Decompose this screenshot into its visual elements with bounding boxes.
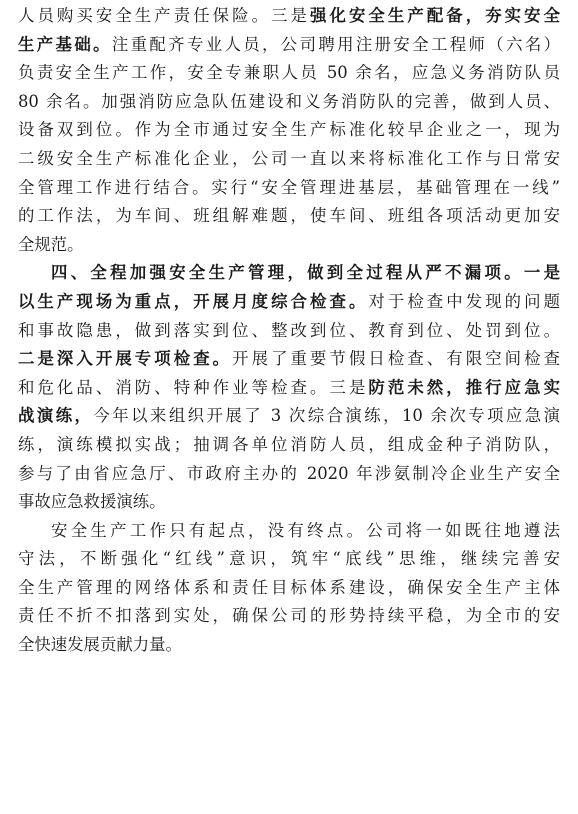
text-line <box>18 345 560 374</box>
text-run: 守法，不断强化“红线”意识，筑牢“底线”思维，继续完善安 <box>18 549 560 569</box>
text-run: 设备双到位。作为全市通过安全生产标准化较早企业之一，现为 <box>18 120 560 140</box>
text-line <box>18 259 560 288</box>
paragraph-conclusion <box>18 517 560 660</box>
text-line <box>18 431 560 460</box>
text-line <box>18 517 560 546</box>
text-line <box>18 116 560 145</box>
text-line <box>18 2 560 31</box>
text-run: 全管理工作进行结合。实行“安全管理进基层，基础管理在一线” <box>18 177 560 197</box>
text-line <box>18 374 560 403</box>
text-line <box>18 288 560 317</box>
bold-run: 以生产现场为重点，开展月度综合检查。 <box>18 291 369 311</box>
bold-run: 二是深入开展专项检查。 <box>18 349 233 369</box>
text-line <box>18 31 560 60</box>
text-line <box>18 174 560 203</box>
text-run: 人员购买安全生产责任保险。 <box>18 6 272 25</box>
text-run: 负责安全生产工作，安全专兼职人员 50 余名，应急义务消防队员 <box>18 63 560 83</box>
text-line <box>18 545 560 574</box>
text-run: 全规范。 <box>18 234 84 254</box>
text-line <box>18 460 560 489</box>
text-line <box>18 631 560 660</box>
text-line <box>18 488 560 517</box>
text-run: 和事故隐患，做到落实到位、整改到位、教育到位、处罚到位。 <box>18 320 560 340</box>
paragraph-safety-equipment <box>18 2 560 259</box>
text-run: 责任不折不扣落到实处，确保公司的形势持续平稳，为全市的安 <box>18 606 560 626</box>
text-line <box>18 574 560 603</box>
text-run: 和危化品、消防、特种作业等检查。三是 <box>18 377 369 397</box>
text-run: 的工作法，为车间、班组解难题，使车间、班组各项活动更加安 <box>18 206 560 226</box>
text-run: 全快速发展贡献力量。 <box>18 635 182 655</box>
text-run: 二级安全生产标准化企业，公司一直以来将标准化工作与日常安 <box>18 148 560 168</box>
text-line <box>18 88 560 117</box>
text-run: 80 余名。加强消防应急队伍建设和义务消防队的完善，做到人员、 <box>18 91 560 111</box>
text-line <box>18 59 560 88</box>
text-line <box>18 202 560 231</box>
text-run: 今年以来组织开展了 3 次综合演练，10 余次专项应急演 <box>93 406 561 426</box>
text-run: 练，演练模拟实战；抽调各单位消防人员，组成金种子消防队， <box>18 434 560 454</box>
bold-run: 强化安全生产配备，夯实安全 <box>310 6 561 25</box>
text-line <box>18 602 560 631</box>
text-run: 注重配齐专业人员，公司聘用注册安全工程师（六名） <box>111 34 560 54</box>
bold-run: 防范未然，推行应急实 <box>368 377 560 397</box>
text-line <box>18 145 560 174</box>
text-run: 参与了由省应急厅、市政府主办的 2020 年涉氨制冷企业生产安全 <box>18 463 560 483</box>
text-line <box>18 317 560 346</box>
text-line <box>18 402 560 431</box>
text-run: 三是 <box>271 6 311 25</box>
text-run: 开展了重要节假日检查、有限空间检查 <box>232 349 561 369</box>
text-line <box>18 231 560 260</box>
text-run: 事故应急救援演练。 <box>18 492 166 512</box>
bold-run: 四、全程加强安全生产管理，做到全过程从严不漏项。一是 <box>51 263 560 283</box>
text-run: 对于检查中发现的问题 <box>368 291 560 311</box>
bold-run: 生产基础。 <box>18 34 112 54</box>
paragraph-safety-management <box>18 259 560 516</box>
bold-run: 战演练， <box>18 406 94 426</box>
document-body <box>18 2 560 660</box>
text-run: 安全生产工作只有起点，没有终点。公司将一如既往地遵法 <box>51 520 560 540</box>
text-run: 全生产管理的网络体系和责任目标体系建设，确保安全生产主体 <box>18 577 560 597</box>
